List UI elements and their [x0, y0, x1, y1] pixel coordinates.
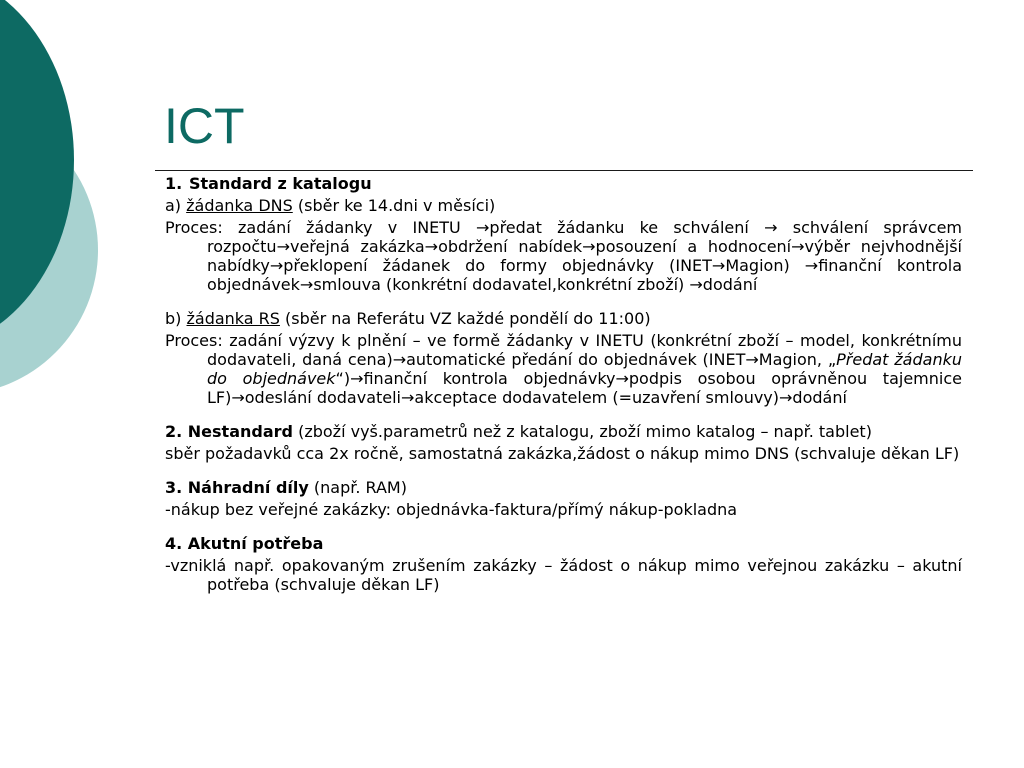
section-1b-link: žádanka RS [186, 309, 280, 328]
section-2-heading-rest: (zboží vyš.parametrů než z katalogu, zboží mimo katalog – např. tablet) [298, 422, 872, 441]
section-3-heading [165, 478, 962, 497]
section-1a-link: žádanka DNS [186, 196, 293, 215]
section-4-line: -vzniklá např. opakovaným zrušením zakázky – žádost o nákup mimo veřejnou zakázku – akutní potřeba (schvaluje děkan LF) [165, 556, 962, 594]
section-1-heading-text: Standard z katalogu [189, 174, 372, 193]
section-1-number: 1. [165, 174, 183, 193]
slide-title: ICT [164, 98, 245, 154]
section-1a-process: Proces: zadání žádanky v INETU →předat žádanku ke schválení → schválení správcem rozpočtu→veřejná zakázka→obdržení nabídek→posouzení a hodnocení→výběr nejvhodnější nabídky→překlopení žádanek do formy objednávky (INET→Magion) →finanční kontrola objednávek→smlouva (konkrétní dodavatel,konkrétní zboží) →dodání [165, 218, 962, 294]
section-3-line: -nákup bez veřejné zakázky: objednávka-faktura/přímý nákup-pokladna [165, 500, 738, 519]
section-1a-rest: (sběr ke 14.dni v měsíci) [297, 196, 496, 215]
section-1a-prefix: a) [165, 196, 182, 215]
section-1b-process-part1: Proces: zadání výzvy k plnění – ve formě žádanky v INETU (konkrétní zboží – model, konkrétnímu dodavateli, daná cena)→automatické předání do objednávek (INET→Magion, „ [165, 331, 962, 369]
section-1b-process-italic: Předat žádanku do objednávek [207, 350, 962, 388]
section-1-heading [165, 174, 962, 193]
section-1b-prefix: b) [165, 309, 182, 328]
section-1b-rest: (sběr na Referátu VZ každé pondělí do 11:00) [285, 309, 651, 328]
title-divider [155, 170, 973, 171]
section-1b-process-part2: “)→finanční kontrola objednávky→podpis osobou oprávněnou tajemnice LF)→odeslání dodavateli→akceptace dodavatelem (=uzavření smlouvy)→dodání [207, 369, 962, 407]
section-3-heading-text: 3. Náhradní díly [165, 478, 309, 497]
slide-body [165, 174, 962, 594]
section-2-heading-text: 2. Nestandard [165, 422, 293, 441]
section-1b-process [165, 331, 962, 407]
section-3-heading-rest: (např. RAM) [313, 478, 407, 497]
section-1a-line [165, 196, 962, 215]
section-1b-line [165, 309, 962, 328]
section-4-heading: 4. Akutní potřeba [165, 534, 324, 553]
section-2-line: sběr požadavků cca 2x ročně, samostatná zakázka,žádost o nákup mimo DNS (schvaluje děkan LF) [165, 444, 960, 463]
section-2-heading [165, 422, 962, 441]
